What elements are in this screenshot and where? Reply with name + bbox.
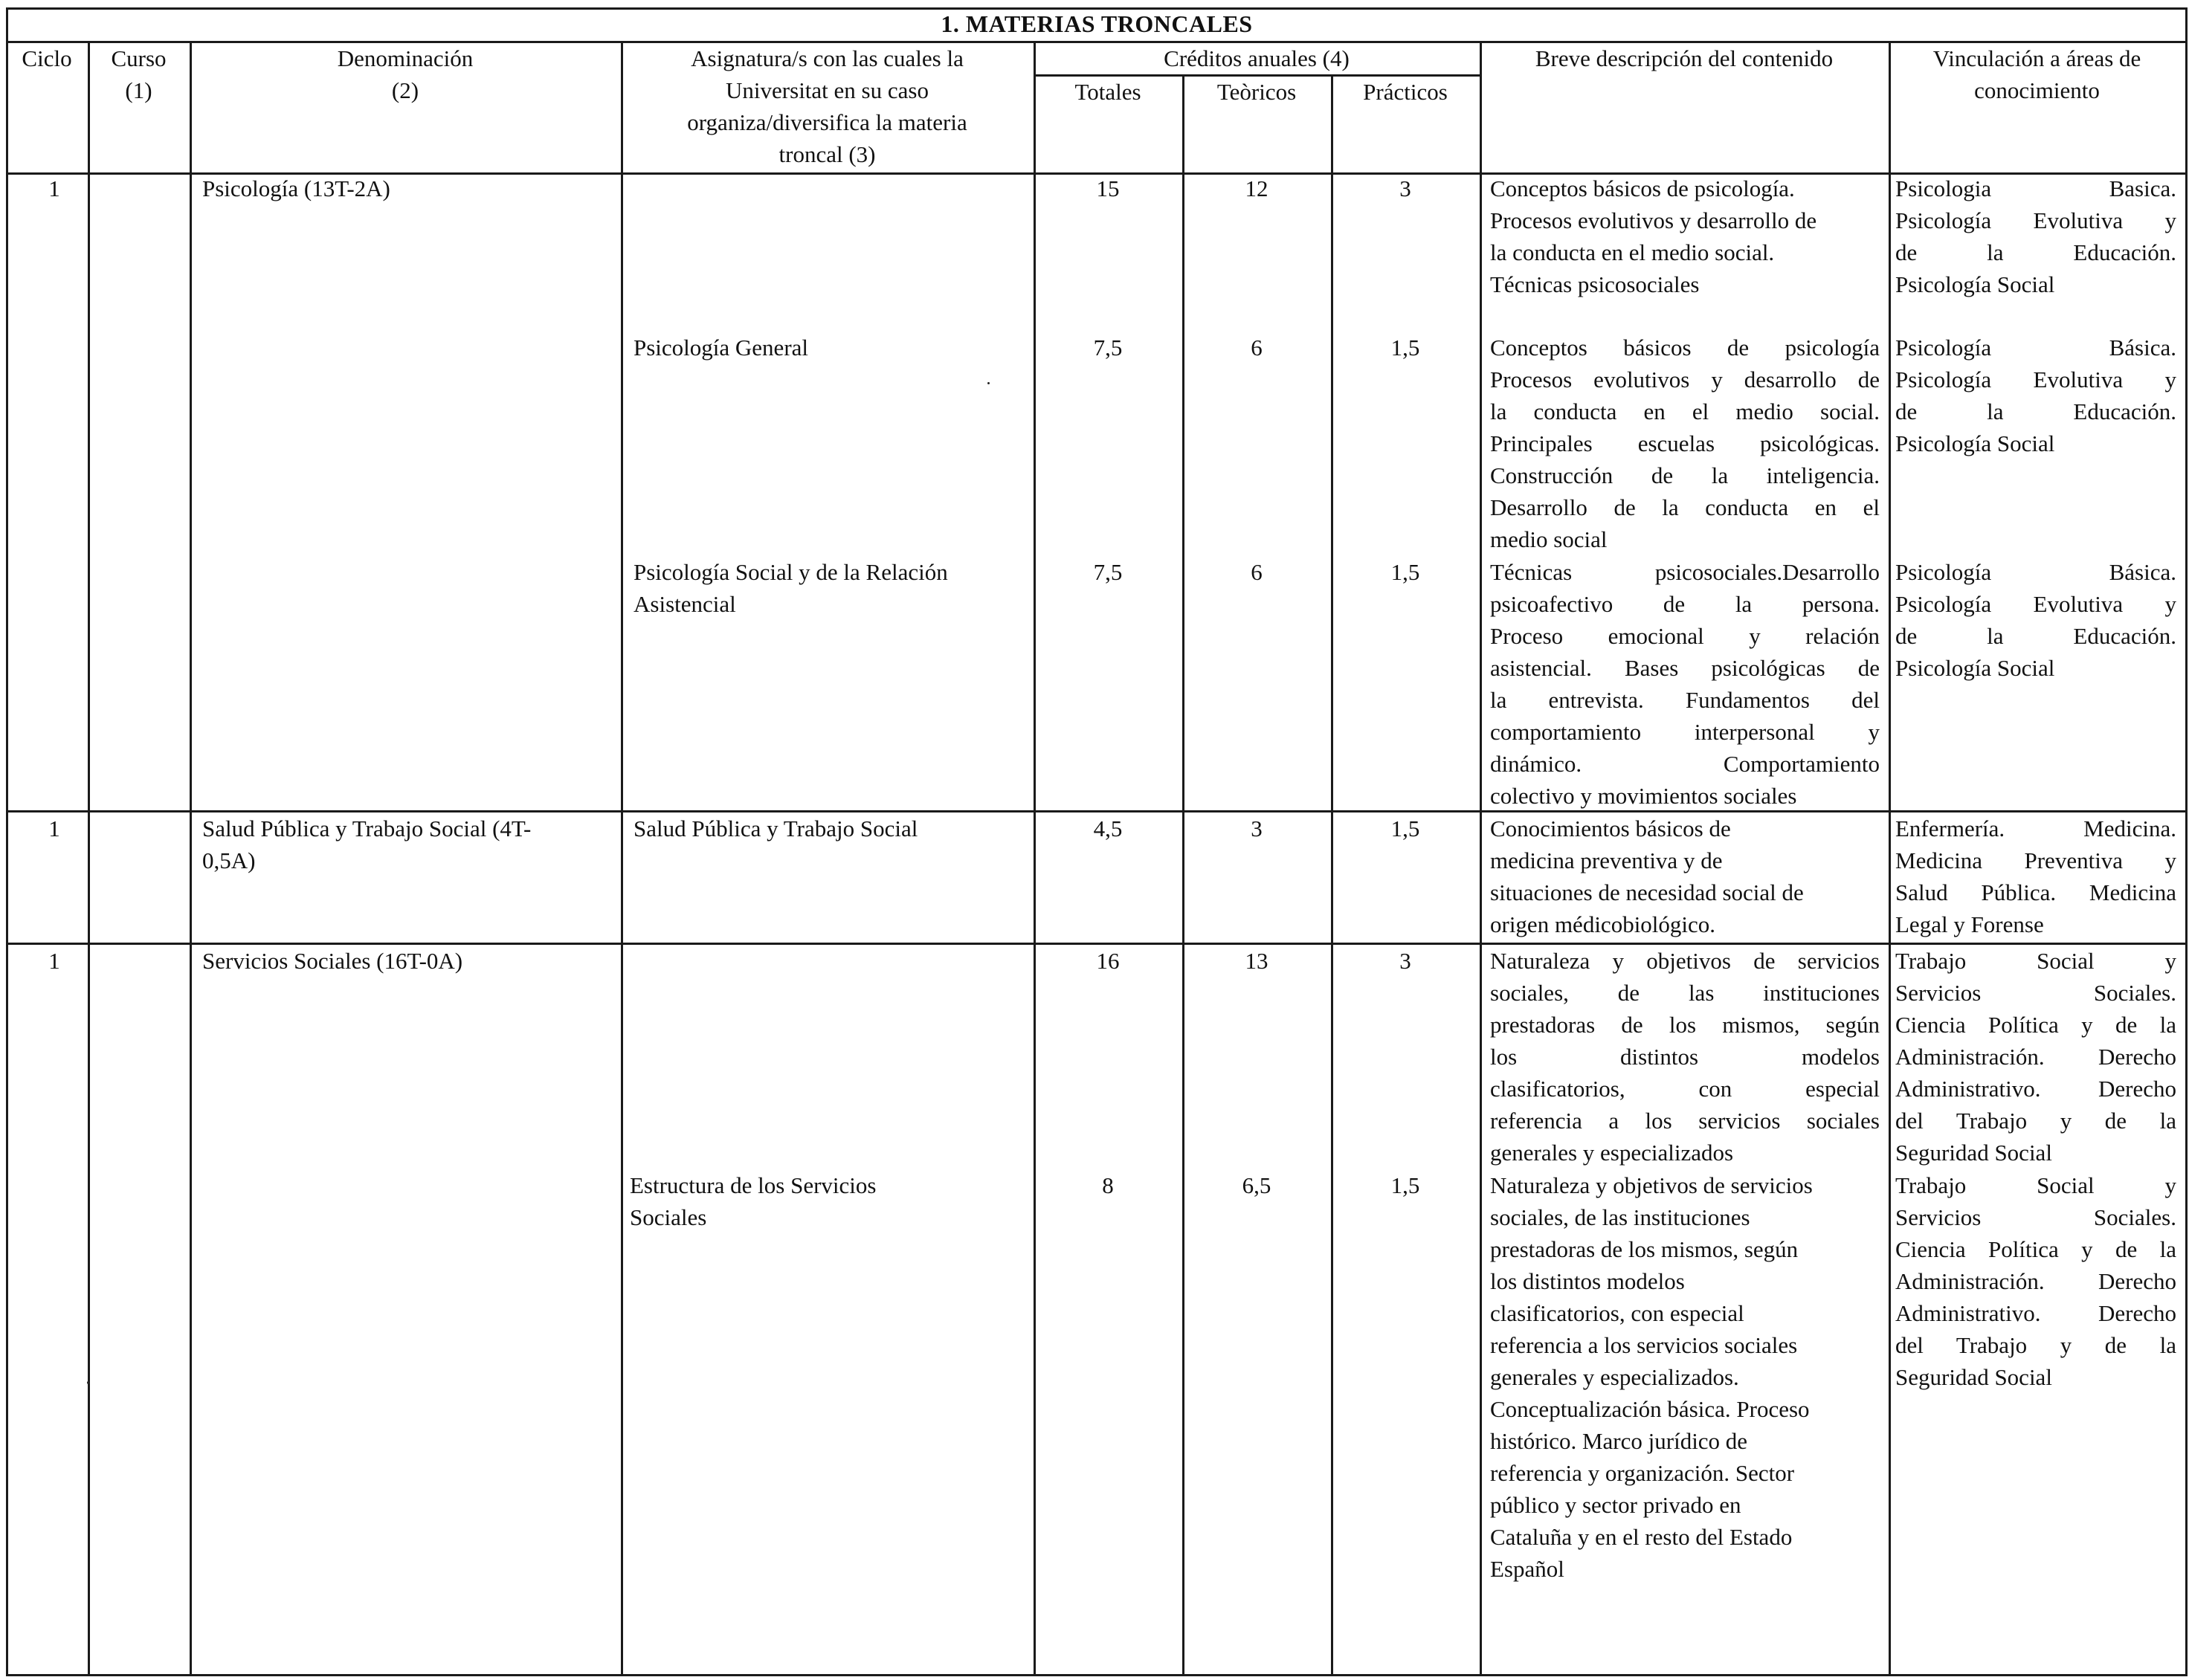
scan-speck <box>987 382 990 384</box>
denominacion-cell: Salud Pública y Trabajo Social (4T- 0,5A) <box>202 815 532 873</box>
teoricos-cell: 6 <box>1251 559 1263 585</box>
denominacion-cell: Servicios Sociales (16T-0A) <box>202 948 463 974</box>
totales-cell: 16 <box>1096 948 1120 974</box>
col-sep-totales <box>1034 41 1036 1676</box>
descripcion-cell: Naturaleza y objetivos de servicios sociales, de las instituciones prestadoras de los mismos, según los distintos modelos clasificatorios, con especial referencia a los servicios sociales generales y especializados <box>1490 948 1880 1166</box>
scan-speck <box>87 1381 90 1384</box>
col-sep-asignatura <box>621 41 623 1676</box>
header-creditos: Créditos anuales (4) <box>1164 45 1350 71</box>
vinculacion-cell: Psicología Básica. Psicología Evolutiva y de la Educación. Psicología Social <box>1895 559 2176 681</box>
vinculacion-cell: Trabajo Social y Servicios Sociales. Ciencia Política y de la Administración. Derecho Administrativo. Derecho del Trabajo y de la Seguridad Social <box>1895 1172 2176 1390</box>
vinculacion-cell: Trabajo Social y Servicios Sociales. Ciencia Política y de la Administración. Derecho Administrativo. Derecho del Trabajo y de la Seguridad Social <box>1895 948 2176 1166</box>
asignatura-cell: Estructura de los Servicios Sociales <box>630 1172 877 1230</box>
col-sep-denominacion <box>190 41 192 1676</box>
header-ciclo: Ciclo <box>22 45 72 71</box>
header-teoricos: Teòricos <box>1216 79 1297 105</box>
practicos-cell: 1,5 <box>1390 1172 1420 1198</box>
header-practicos: Prácticos <box>1363 79 1448 105</box>
teoricos-cell: 6,5 <box>1242 1172 1271 1198</box>
header-descripcion: Breve descripción del contenido <box>1535 45 1834 71</box>
teoricos-cell: 13 <box>1245 948 1268 974</box>
ciclo-cell: 1 <box>48 948 60 974</box>
totales-cell: 4,5 <box>1093 815 1123 841</box>
practicos-cell: 1,5 <box>1390 559 1420 585</box>
table-title: 1. MATERIAS TRONCALES <box>941 10 1253 37</box>
header-asignatura: Asignatura/s con las cuales la Universitat en su caso organiza/diversifica la materia troncal (3) <box>687 45 967 167</box>
practicos-cell: 3 <box>1399 175 1411 201</box>
vinculacion-cell: Enfermería. Medicina. Medicina Preventiva y Salud Pública. Medicina Legal y Forense <box>1895 815 2176 937</box>
header-denominacion: Denominación (2) <box>337 45 474 103</box>
col-sep-descripcion <box>1480 41 1482 1676</box>
practicos-cell: 3 <box>1399 948 1411 974</box>
col-sep-vinculacion <box>1889 41 1891 1676</box>
descripcion-cell: Naturaleza y objetivos de servicios sociales, de las instituciones prestadoras de los mismos, según los distintos modelos clasificatorios, con especial referencia a los servicios sociales generales y especializados. Conceptualización básica. Proceso histórico. Marco jurídico de referencia y organización. Sector público y sector privado en Cataluña y en el resto del Estado Español <box>1490 1172 1813 1582</box>
teoricos-cell: 3 <box>1251 815 1263 841</box>
descripcion-cell: Conceptos básicos de psicología Procesos evolutivos y desarrollo de la conducta en el medio social. Principales escuelas psicológicas. Construcción de la inteligencia. Desarrollo de la conducta en el medio social <box>1490 335 1880 552</box>
ciclo-cell: 1 <box>48 815 60 841</box>
table-border-bottom <box>6 1674 2188 1676</box>
practicos-cell: 1,5 <box>1390 815 1420 841</box>
totales-cell: 8 <box>1102 1172 1114 1198</box>
totales-cell: 7,5 <box>1093 559 1123 585</box>
col-sep-curso <box>88 41 90 1676</box>
header-vinculacion: Vinculación a áreas de conocimiento <box>1932 45 2141 103</box>
descripcion-cell: Técnicas psicosociales.Desarrollo psicoafectivo de la persona. Proceso emocional y relación asistencial. Bases psicológicas de la entrevista. Fundamentos del comportamiento interpersonal y dinámico. Comportamiento colectivo y movimientos sociales <box>1490 559 1880 809</box>
totales-cell: 7,5 <box>1093 335 1123 361</box>
totales-cell: 15 <box>1096 175 1120 201</box>
header-totales: Totales <box>1074 79 1141 105</box>
denominacion-cell: Psicología (13T-2A) <box>202 175 390 201</box>
asignatura-cell: Psicología Social y de la Relación Asistencial <box>634 559 948 617</box>
asignatura-cell: Salud Pública y Trabajo Social <box>634 815 918 841</box>
col-sep-teoricos <box>1182 74 1184 1676</box>
header-curso: Curso (1) <box>111 45 167 103</box>
vinculacion-cell: Psicologia Basica. Psicología Evolutiva y de la Educación. Psicología Social <box>1895 175 2176 297</box>
practicos-cell: 1,5 <box>1390 335 1420 361</box>
vinculacion-cell: Psicología Básica. Psicología Evolutiva y de la Educación. Psicología Social <box>1895 335 2176 456</box>
descripcion-cell: Conceptos básicos de psicología. Procesos evolutivos y desarrollo de la conducta en el medio social. Técnicas psicosociales <box>1490 175 1817 297</box>
table-border-right <box>2185 7 2188 1676</box>
teoricos-cell: 12 <box>1245 175 1268 201</box>
descripcion-cell: Conocimientos básicos de medicina preventiva y de situaciones de necesidad social de origen médicobiológico. <box>1490 815 1804 937</box>
asignatura-cell: Psicología General <box>634 335 809 361</box>
teoricos-cell: 6 <box>1251 335 1263 361</box>
ciclo-cell: 1 <box>48 175 60 201</box>
col-sep-practicos <box>1331 74 1333 1676</box>
